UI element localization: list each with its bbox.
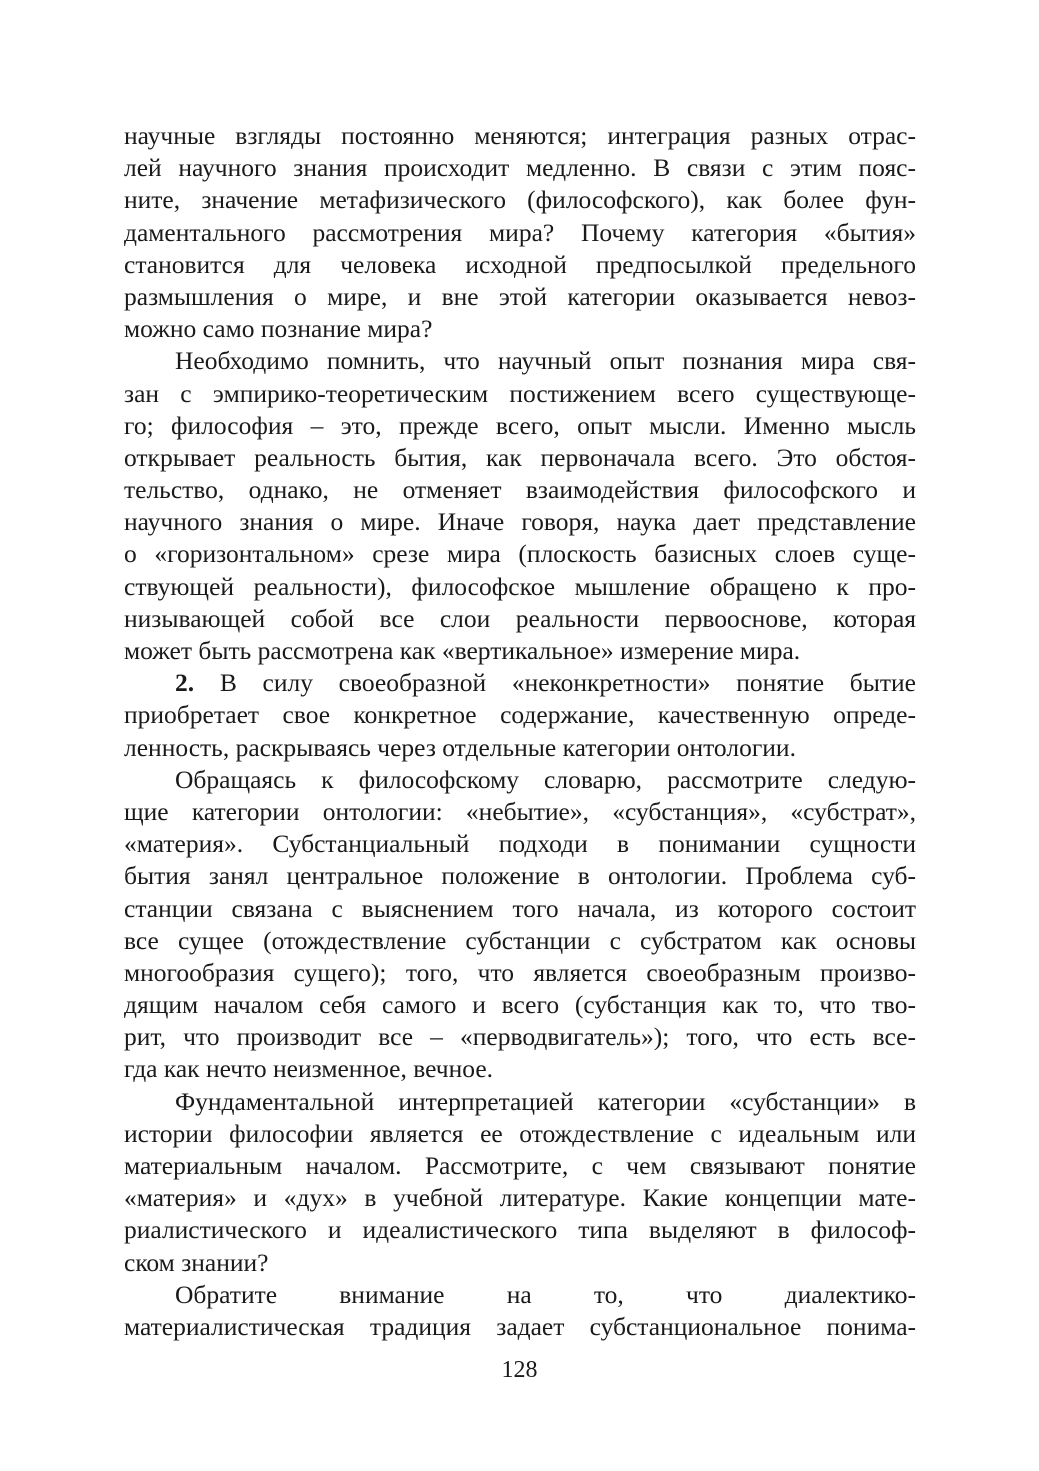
text-line: Обратите внимание на то, что диалектико- [175, 1279, 916, 1309]
text-line: научного знания о мире. Иначе говоря, наука дает представление [124, 507, 916, 537]
paragraph-4 [124, 764, 916, 1086]
text-line: может быть рассмотрена как «вертикальное» измерение мира. [124, 636, 801, 665]
text-line: о «горизонтальном» срезе мира (плоскость базисных слоев суще- [124, 539, 916, 569]
text-line: ском знании? [124, 1247, 269, 1277]
text-line: щие категории онтологии: «небытие», «субстанция», «субстрат», [124, 796, 916, 826]
page-body [124, 120, 916, 1343]
page-number: 128 [501, 1357, 538, 1383]
text-line: рит, что производит все – «перводвигатель»); того, что есть все- [124, 1022, 916, 1052]
text-line: открывает реальность бытия, как первоначала всего. Это обстоя- [124, 442, 916, 472]
paragraph-2 [124, 345, 916, 667]
text-line: ствующей реальности), философское мышление обращено к про- [124, 571, 916, 601]
item-number: 2. [175, 668, 195, 698]
paragraph-1 [124, 120, 916, 345]
text-line: ните, значение метафизического (философского), как более фун- [124, 185, 916, 215]
text-line: приобретает свое конкретное содержание, качественную опреде- [124, 700, 916, 730]
text-line: Обращаясь к философскому словарю, рассмотрите следую- [175, 764, 916, 794]
text-line: «материя». Субстанциальный подходи в понимании сущности [124, 829, 916, 859]
text-line: зан с эмпирико-теоретическим постижением всего существующе- [124, 378, 916, 408]
text-line: бытия занял центральное положение в онтологии. Проблема суб- [124, 861, 916, 891]
text-line: все сущее (отождествление субстанции с субстратом как основы [124, 925, 916, 955]
paragraph-3 [124, 667, 916, 764]
text-line: лей научного знания происходит медленно. В связи с этим пояс- [124, 153, 916, 183]
text-line: го; философия – это, прежде всего, опыт мысли. Именно мысль [124, 410, 916, 440]
text-line: становится для человека исходной предпосылкой предельного [124, 249, 916, 279]
text-line [124, 667, 916, 699]
text-line: истории философии является ее отождествление с идеальным или [124, 1118, 916, 1148]
text-line: дящим началом себя самого и всего (субстанция как то, что тво- [124, 990, 916, 1020]
text-line: многообразия сущего); того, что является своеобразным произво- [124, 957, 916, 987]
text-line: Необходимо помнить, что научный опыт познания мира свя- [175, 346, 916, 376]
text-line: риалистического и идеалистического типа выделяют в философ- [124, 1215, 916, 1245]
text-line: даментального рассмотрения мира? Почему категория «бытия» [124, 217, 916, 247]
text-line: научные взгляды постоянно меняются; интеграция разных отрас- [124, 121, 916, 150]
text-line: «материя» и «дух» в учебной литературе. Какие концепции мате- [124, 1183, 916, 1213]
paragraph-5 [124, 1086, 916, 1279]
text-line-content: В силу своеобразной «неконкретности» понятие бытие [194, 668, 916, 698]
text-line: гда как нечто неизменное, вечное. [124, 1054, 494, 1084]
text-line: ленность, раскрываясь через отдельные категории онтологии. [124, 732, 796, 762]
text-line: тельство, однако, не отменяет взаимодействия философского и [124, 475, 916, 505]
paragraph-6 [124, 1279, 916, 1343]
text-line: Фундаментальной интерпретацией категории «субстанции» в [175, 1086, 916, 1116]
text-line: размышления о мире, и вне этой категории оказывается невоз- [124, 281, 916, 311]
text-block [124, 120, 916, 1343]
text-line: можно само познание мира? [124, 314, 433, 344]
text-line: материалистическая традиция задает субстанциональное понима- [124, 1311, 916, 1341]
text-line: материальным началом. Рассмотрите, с чем связывают понятие [124, 1151, 916, 1180]
text-line: низывающей собой все слои реальности первооснове, которая [124, 603, 916, 633]
text-line: станции связана с выяснением того начала, из которого состоит [124, 893, 916, 923]
